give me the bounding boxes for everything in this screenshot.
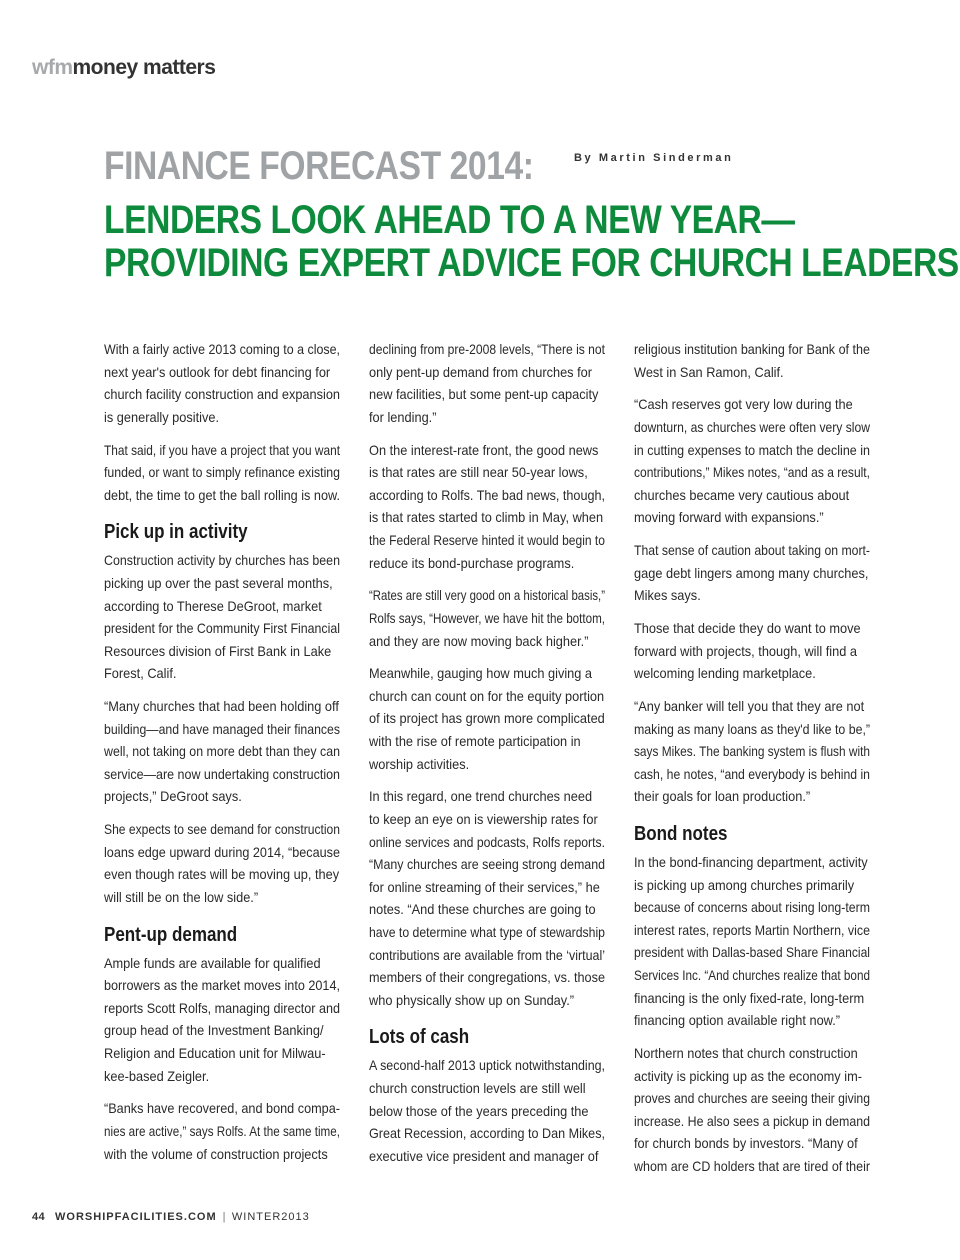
text-line: cash, he notes, “and everybody is behind in: [634, 766, 870, 782]
text-line: On the interest-rate front, the good news: [369, 442, 599, 458]
article-column-3: [634, 339, 868, 1189]
article-paragraph: [634, 339, 868, 384]
text-line: picking up over the past several months,: [104, 575, 333, 591]
article-paragraph: [104, 696, 338, 809]
text-line: activity is picking up as the economy im-: [634, 1068, 862, 1084]
text-line: president for the Community First Financial: [104, 621, 340, 637]
text-line: Religion and Education unit for Milwau-: [104, 1046, 326, 1061]
text-line: with the volume of construction projects: [104, 1146, 328, 1162]
article-headline: [104, 198, 959, 285]
text-line: Services Inc. “And churches realize that bond: [634, 968, 870, 983]
text-line: That said, if you have a project that you want: [104, 442, 340, 458]
text-line: Construction activity by churches has been: [104, 553, 340, 569]
text-line: will still be on the low side.”: [104, 890, 259, 906]
article-paragraph: [634, 696, 868, 809]
text-line: West in San Ramon, Calif.: [634, 364, 784, 380]
text-line: notes. “And these churches are going to: [369, 902, 596, 918]
text-line: of its project has grown more complicated: [369, 711, 605, 727]
text-line: executive vice president and manager of: [369, 1148, 599, 1164]
text-line: worship activities.: [369, 756, 470, 772]
text-line: new facilities, but some pent-up capacity: [369, 387, 599, 403]
text-line: is picking up among churches primarily: [634, 877, 855, 893]
text-line: “Rates are still very good on a historical basis,”: [369, 588, 605, 604]
text-line: online services and podcasts, Rolfs reports.: [369, 834, 605, 850]
text-line: to keep an eye on is viewership rates for: [369, 812, 598, 828]
section-heading: Pick up in activity: [104, 521, 248, 544]
text-line: She expects to see demand for construction: [104, 822, 340, 838]
article-paragraph: [104, 953, 338, 1089]
text-line: their goals for loan production.”: [634, 789, 811, 805]
text-line: is that rates are still near 50-year lows,: [369, 465, 588, 481]
text-line: contributions,” Mikes notes, “and as a result,: [634, 465, 870, 481]
article-paragraph: [369, 339, 603, 429]
article-paragraph: [634, 394, 868, 530]
text-line: welcoming lending marketplace.: [634, 666, 816, 682]
text-line: loans edge upward during 2014, “because: [104, 844, 340, 860]
text-line: for online streaming of their services,” he: [369, 879, 600, 895]
text-line: president with Dallas-based Share Financial: [634, 945, 870, 961]
article-byline: By Martin Sinderman: [574, 152, 734, 164]
text-line: for church bonds by investors. “Many of: [634, 1136, 858, 1152]
text-line: church can count on for the equity portion: [369, 688, 605, 704]
text-line: group head of the Investment Banking/: [104, 1023, 324, 1039]
text-line: according to Rolfs. The bad news, though,: [369, 487, 605, 503]
text-line: religious institution banking for Bank of the: [634, 342, 870, 357]
text-line: proves and churches are seeing their giving: [634, 1091, 870, 1107]
text-line: is that rates started to climb in May, when: [369, 510, 604, 526]
text-line: building—and have managed their finances: [104, 721, 340, 737]
text-line: That sense of caution about taking on mort-: [634, 543, 870, 559]
text-line: with the rise of remote participation in: [369, 734, 581, 750]
article-paragraph: [369, 440, 603, 576]
footer-site: WORSHIPFACILITIES.COM: [55, 1211, 217, 1223]
text-line: for lending.”: [369, 409, 437, 425]
text-line: only pent-up demand from churches for: [369, 364, 593, 380]
text-line: according to Therese DeGroot, market: [104, 598, 322, 614]
text-line: churches became very cautious about: [634, 487, 850, 503]
section-prefix: wfm: [32, 56, 73, 79]
article-paragraph: [369, 1055, 603, 1168]
text-line: borrowers as the market moves into 2014,: [104, 978, 340, 994]
text-line: church construction levels are still well: [369, 1080, 586, 1096]
text-line: Ample funds are available for qualified: [104, 955, 321, 971]
text-line: A second-half 2013 uptick notwithstanding,: [369, 1058, 605, 1074]
article-column-1: [104, 339, 338, 1176]
text-line: moving forward with expansions.”: [634, 510, 824, 526]
text-line: In the bond-financing department, activity: [634, 855, 868, 871]
text-line: reports Scott Rolfs, managing director and: [104, 1000, 340, 1016]
text-line: Northern notes that church construction: [634, 1045, 858, 1061]
text-line: “Cash reserves got very low during the: [634, 397, 853, 413]
text-line: have to determine what type of stewardship: [369, 925, 605, 940]
text-line: debt, the time to get the ball rolling is now.: [104, 487, 340, 503]
headline-line: LENDERS LOOK AHEAD TO A NEW YEAR—: [104, 198, 795, 242]
text-line: forward with projects, though, will find a: [634, 643, 858, 659]
section-heading: Lots of cash: [369, 1026, 470, 1049]
text-line: gage debt lingers among many churches,: [634, 565, 869, 581]
text-line: projects,” DeGroot says.: [104, 789, 242, 805]
text-line: downturn, as churches were often very slow: [634, 419, 870, 435]
text-line: Mikes says.: [634, 588, 701, 604]
text-line: Great Recession, according to Dan Mikes,: [369, 1126, 605, 1142]
text-line: increase. He also sees a pickup in demand: [634, 1113, 870, 1129]
headline-line: PROVIDING EXPERT ADVICE FOR CHURCH LEADERS: [104, 241, 959, 285]
text-line: “Many churches that had been holding off: [104, 699, 339, 715]
text-line: Forest, Calif.: [104, 666, 177, 682]
text-line: making as many loans as they'd like to be,”: [634, 721, 870, 737]
text-line: is generally positive.: [104, 409, 220, 425]
text-line: well, not taking on more debt than they can: [104, 744, 340, 760]
article-paragraph: [104, 440, 338, 508]
page-footer: [32, 1211, 310, 1223]
article-paragraph: [369, 585, 603, 653]
article-paragraph: [634, 1043, 868, 1179]
text-line: because of concerns about rising long-term: [634, 900, 870, 916]
text-line: contributions are available from the ‘virtual’: [369, 947, 605, 963]
footer-separator: |: [222, 1211, 226, 1223]
section-heading: Pent-up demand: [104, 923, 238, 946]
text-line: interest rates, reports Martin Northern, vice: [634, 922, 870, 938]
article-paragraph: [634, 618, 868, 686]
article-column-2: [369, 339, 603, 1179]
section-name: money matters: [72, 56, 216, 79]
text-line: With a fairly active 2013 coming to a close,: [104, 342, 340, 357]
text-line: financing option available right now.”: [634, 1013, 841, 1029]
text-line: kee-based Zeigler.: [104, 1068, 210, 1084]
article-paragraph: [634, 852, 868, 1033]
text-line: says Mikes. The banking system is flush with: [634, 744, 870, 760]
text-line: reduce its bond-purchase programs.: [369, 555, 575, 571]
text-line: church facility construction and expansion: [104, 387, 340, 403]
text-line: and they are now moving back higher.”: [369, 633, 589, 649]
text-line: members of their congregations, vs. those: [369, 970, 605, 986]
article-paragraph: [634, 540, 868, 608]
text-line: declining from pre-2008 levels, “There is not: [369, 342, 605, 357]
section-tag: [32, 54, 215, 82]
text-line: Rolfs says, “However, we have hit the bottom,: [369, 610, 605, 626]
text-line: “Banks have recovered, and bond compa-: [104, 1101, 340, 1117]
text-line: next year's outlook for debt financing for: [104, 364, 331, 380]
text-line: whom are CD holders that are tired of their: [634, 1158, 870, 1174]
article-paragraph: [104, 819, 338, 909]
text-line: Those that decide they do want to move: [634, 621, 861, 637]
section-heading: Bond notes: [634, 823, 728, 846]
text-line: financing is the only fixed-rate, long-term: [634, 990, 865, 1006]
text-line: funded, or want to simply refinance existing: [104, 465, 340, 481]
text-line: Meanwhile, gauging how much giving a: [369, 666, 593, 682]
text-line: who physically show up on Sunday.”: [369, 992, 575, 1008]
text-line: Resources division of First Bank in Lake: [104, 643, 332, 659]
footer-issue: WINTER2013: [231, 1211, 310, 1223]
page-number: 44: [32, 1211, 46, 1223]
text-line: below those of the years preceding the: [369, 1103, 589, 1119]
article-paragraph: [369, 786, 603, 1012]
text-line: in cutting expenses to match the decline in: [634, 442, 870, 458]
article-paragraph: [104, 550, 338, 686]
text-line: service—are now undertaking construction: [104, 766, 340, 782]
text-line: “Many churches are seeing strong demand: [369, 857, 605, 873]
article-kicker: FINANCE FORECAST 2014:: [104, 144, 534, 188]
text-line: even though rates will be moving up, they: [104, 867, 340, 883]
article-paragraph: [369, 663, 603, 776]
text-line: “Any banker will tell you that they are not: [634, 699, 865, 715]
article-paragraph: [104, 339, 338, 429]
article-paragraph: [104, 1098, 338, 1166]
text-line: In this regard, one trend churches need: [369, 789, 593, 805]
text-line: nies are active,” says Rolfs. At the same time,: [104, 1123, 340, 1139]
text-line: the Federal Reserve hinted it would begin to: [369, 532, 605, 548]
